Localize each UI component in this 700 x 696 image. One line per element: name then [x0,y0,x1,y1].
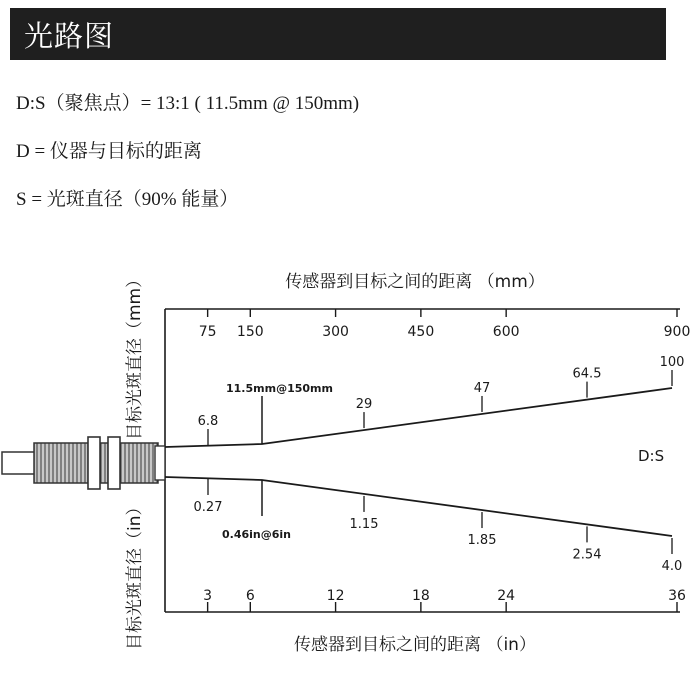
ds-ratio-definition: D:S（聚焦点）= 13:1 ( 11.5mm @ 150mm) [16,93,360,114]
ratio-label: D:S [638,447,665,465]
spot-in-label: 1.15 [349,516,379,532]
spot-mm-label: 6.8 [197,414,219,429]
spot-mm-label: 47 [473,380,491,396]
spot-in-label: 1.85 [467,533,497,549]
sensor-cable [2,452,36,474]
focus-top-label: 11.5mm@150mm [226,382,333,395]
distance-mm-label: 150 [236,324,264,340]
distance-in-label: 3 [203,588,213,604]
distance-mm-label: 600 [492,324,520,340]
spot-mm-marks [198,355,685,445]
top-axis-title: 传感器到目标之间的距离 （mm） [285,272,545,292]
distance-mm-label: 300 [322,324,349,340]
distance-in-label: 36 [668,588,686,604]
spot-definition: S = 光斑直径（90% 能量） [16,189,239,210]
bottom-axis-title: 传感器到目标之间的距离 （in） [294,635,536,655]
sensor-nut-right [108,437,120,489]
distance-in-label: 24 [497,588,516,604]
bottom-distance-ticks [203,588,686,612]
distance-in-label: 18 [411,588,430,604]
top-distance-ticks [199,309,691,340]
page-title: 光路图 [24,19,115,53]
sensor-lens-face [155,446,165,480]
distance-in-label: 12 [326,588,345,604]
sensor-illustration [2,437,165,489]
focus-bottom-label: 0.46in@6in [222,528,291,541]
spot-in-label: 2.54 [572,547,602,563]
spot-in-label: 4.0 [661,559,683,574]
distance-mm-label: 450 [407,324,435,340]
spot-mm-label: 64.5 [572,366,602,382]
sensor-nut-left [88,437,100,489]
spot-mm-label: 100 [659,355,685,370]
spot-in-label: 0.27 [193,500,223,515]
distance-mm-label: 900 [663,324,691,340]
spot-mm-label: 29 [355,397,373,413]
beam-upper-edge [165,388,672,447]
distance-mm-label: 75 [198,324,217,340]
left-top-axis-title: 目标光斑直径（mm） [125,270,145,440]
distance-definition: D = 仪器与目标的距离 [16,141,202,162]
left-bottom-axis-title: 目标光斑直径（in） [125,498,145,650]
distance-in-label: 6 [245,588,255,604]
